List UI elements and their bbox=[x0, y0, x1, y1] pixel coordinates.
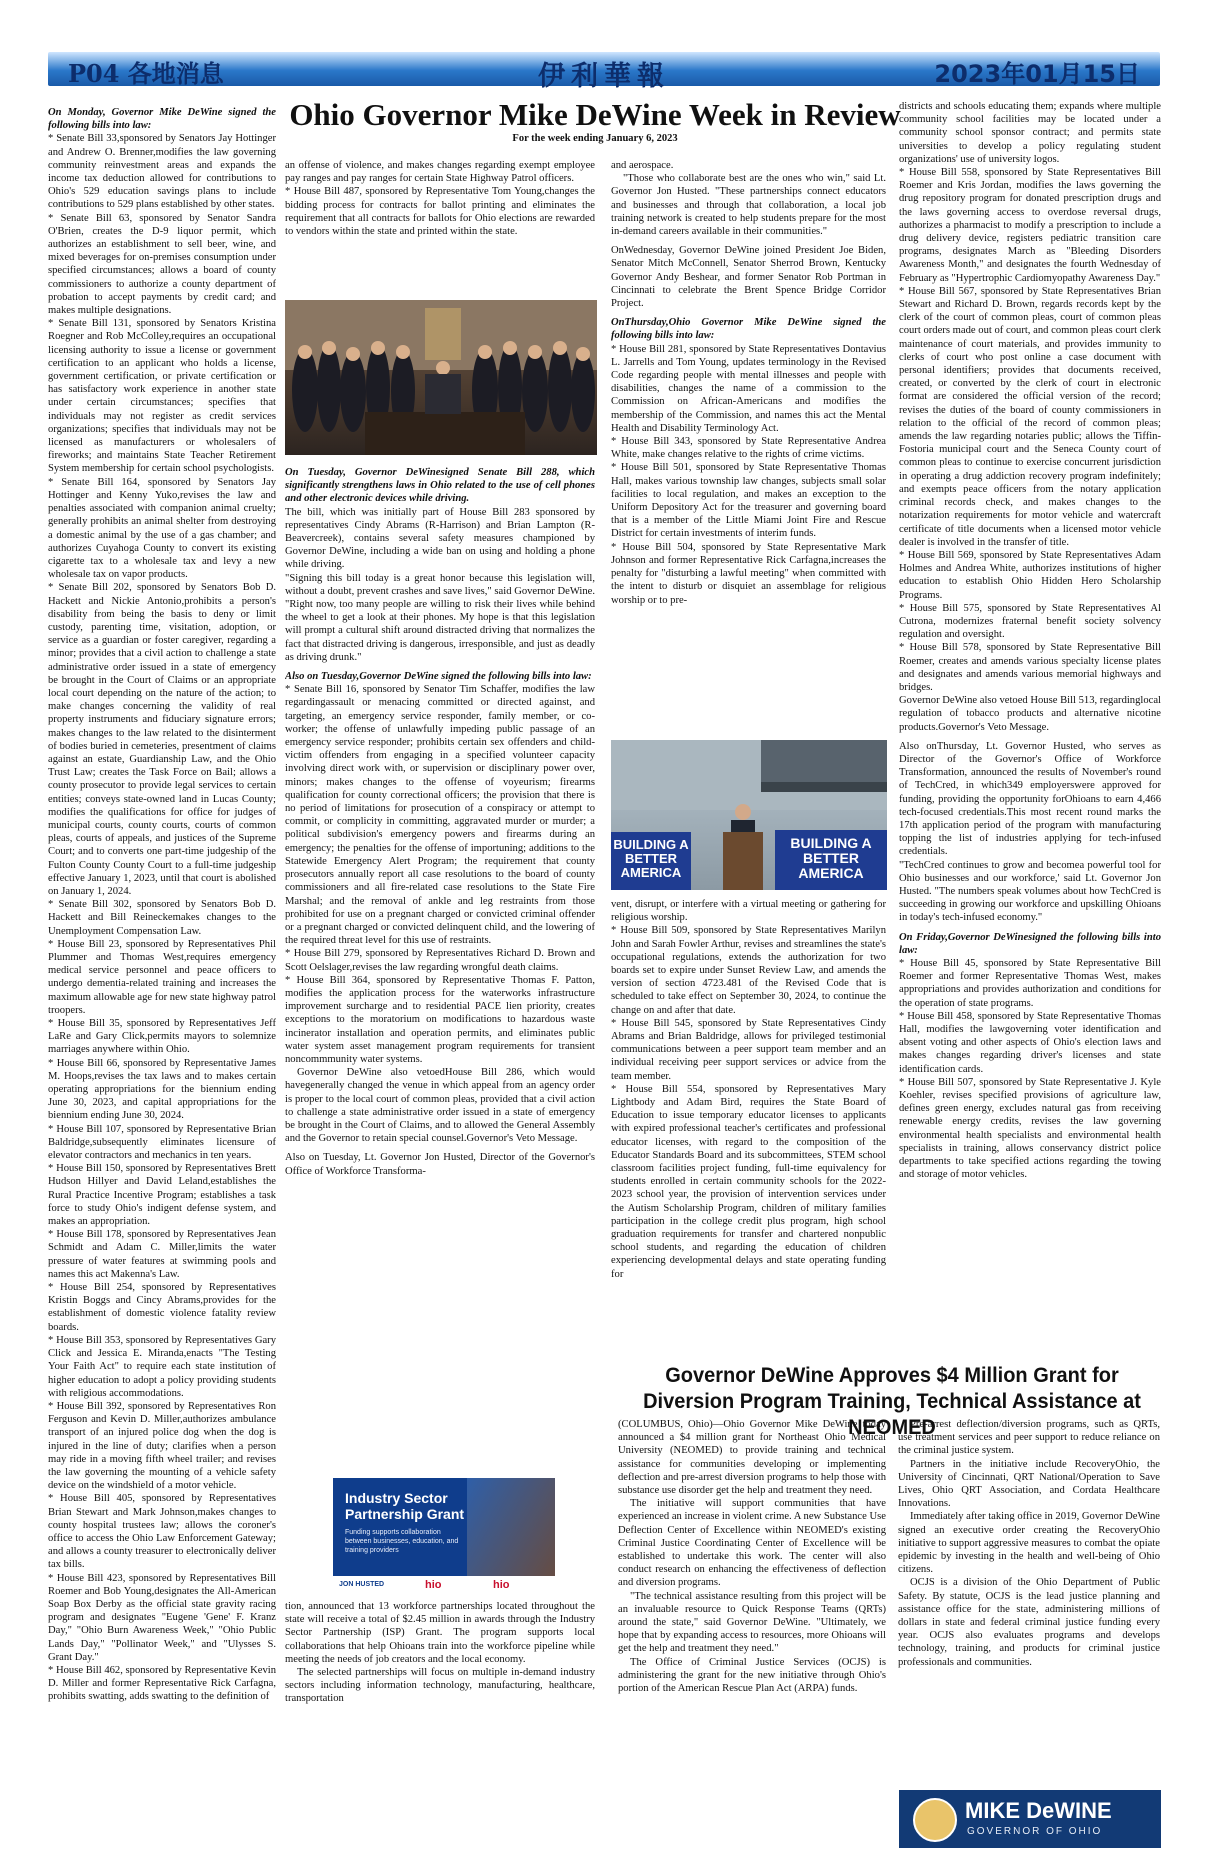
campaign-sign-left: BUILDING A BETTER AMERICA bbox=[611, 832, 691, 890]
grant-column-2 bbox=[898, 1418, 1160, 1788]
paragraph: districts and schools educating them; expands where multiple community school facilities may be located under a community school sponsor contract; and permits state universities to develop a policy regulating student organizations' use of university logos. bbox=[899, 101, 1161, 165]
paragraph: On Monday, Governor Mike DeWine signed the following bills into law: bbox=[48, 107, 276, 132]
paragraph: * House Bill 575, sponsored by State Representatives Al Cutrona, modernizes fraternal benefit society solvency regulation and oversight. bbox=[899, 602, 1161, 641]
paragraph: "TechCred continues to grow and becomea powerful tool for Ohio businesses and our workforce,' said Lt. Governor Jon Husted. "The numbers speak volumes about how TechCred is succeeding in growing our workforce and upskilling Ohioans in today's tech-infused economy." bbox=[899, 859, 1161, 924]
grant-card-title: Industry Sector Partnership Grant bbox=[345, 1490, 465, 1522]
paragraph: * House Bill 487, sponsored by Representative Tom Young,changes the bidding process for contracts for ballot printing and eliminates the requirement that all contracts for ballots for Ohio elections are rewarded to vendors within the state and printed within the state. bbox=[285, 186, 595, 238]
grant-column-1 bbox=[618, 1418, 886, 1850]
newspaper-name: 伊利華報 bbox=[538, 61, 670, 92]
paragraph: Also onThursday, Lt. Governor Husted, who serves as Director of the Governor's Office of Workforce Transformation, announced the results of November's round of TechCred, in which349 employerswere approved for funding, providing the opportunity forOhioans to earn 4,466 tech-focused credentials.This most recent round marks the 17th application period of the program with manufacturing topping the list of industries applying for tech-infused credentials. bbox=[899, 740, 1161, 858]
paragraph: On Tuesday, Governor DeWinesigned Senate Bill 288, which significantly strengthens laws in Ohio related to the use of cell phones and other electronic devices while driving. bbox=[285, 467, 595, 505]
bill-signing-photo bbox=[285, 300, 597, 455]
grant-article-title: Governor DeWine Approves $4 Million Grant for Diversion Program Training, Technical Assistance at NEOMED bbox=[643, 1363, 1141, 1439]
grant-card-text: Funding supports collaboration between businesses, education, and training providers bbox=[345, 1529, 459, 1554]
paragraph: tion, announced that 13 workforce partnerships located throughout the state will receive a total of $2.45 million in awards through the Industry Sector Partnership (ISP) Grant. The program supports local collaborations that help Ohioans train into the workforce pipeline while meeting the needs of job creators and the local economy. bbox=[285, 1601, 595, 1665]
campaign-sign-right: BUILDING A BETTER AMERICA bbox=[775, 830, 887, 890]
paragraph: an offense of violence, and makes changes regarding exempt employee pay ranges and pay ranges for certain State Highway Patrol officers. bbox=[285, 160, 595, 185]
paragraph: "Those who collaborate best are the ones who win," said Lt. Governor Jon Husted. "These partnerships connect educators and businesses and through that collaboration, a local job training network is created to help students prepare for the most in-demand careers available in their communities." bbox=[611, 173, 886, 238]
paragraph: * Senate Bill 33,sponsored by Senators Jay Hottinger and Andrew O. Brenner,modifies the law governing community reinvestment areas and expands the income tax deduction allowed for contributions to Ohio's 529 education savings plans to include contributions to 529 plans established by other states. bbox=[48, 133, 276, 211]
paragraph: On Friday,Governor DeWinesigned the following bills into law: bbox=[899, 931, 1161, 956]
paragraph: * House Bill 501, sponsored by State Representative Thomas Hall, makes various township law changes, subjects small solar facilities to local regulation, and makes an exception to the Uniform Depository Act for the treasurer and governing board that is a member of the Little Miami Joint Fire and Rescue District for certain investments of interim funds. bbox=[611, 462, 886, 540]
paragraph: * House Bill 462, sponsored by Representative Kevin D. Miller and former Representative Rick Carfagna, prohibits swatting, adds swatting to the definition of bbox=[48, 1664, 276, 1703]
paragraph: * House Bill 35, sponsored by Representatives Jeff LaRe and Gary Click,permits mayors to solemnize marriages anywhere within Ohio. bbox=[48, 1018, 276, 1056]
paragraph: (COLUMBUS, Ohio)—Ohio Governor Mike DeWine today announced a $4 million grant for Northeast Ohio Medical University (NEOMED) to provide training and technical assistance for communities developing or implementing deflection and pre-arrest diversion programs to help those with substance use disorder get the help and treatment they need. bbox=[618, 1419, 886, 1497]
industry-sector-grant-image bbox=[333, 1478, 555, 1596]
paragraph: * House Bill 392, sponsored by Representatives Ron Ferguson and Kevin D. Miller,authorizes ambulance transport of an injured police dog when the dog is injured in the line of duty; clarifies when a person may ride in a moving fifth wheel trailer; and revises the law governing the mounting of a vehicle safety device on the windshield of a motor vehicle. bbox=[48, 1400, 276, 1492]
paragraph: Partners in the initiative include RecoveryOhio, the University of Cincinnati, QRT National/Operation to Save Lives, Ohio QRT Association, and Cordata Healthcare Innovations. bbox=[898, 1458, 1160, 1510]
group-photo-icon bbox=[285, 300, 597, 455]
paragraph: * House Bill 254, sponsored by Representatives Kristin Boggs and Cincy Abrams,provides for the establishment of domestic violence fatality review boards. bbox=[48, 1282, 276, 1333]
paragraph: OnWednesday, Governor DeWine joined President Joe Biden, Senator Mitch McConnell, Senator Sherrod Brown, Kentucky Governor Andy Beshear, and former Senator Rob Portman in Cincinnati to celebrate the Brent Spence Bridge Corridor Project. bbox=[611, 245, 886, 310]
main-column-2-middle bbox=[285, 460, 595, 1470]
paragraph: OnThursday,Ohio Governor Mike DeWine signed the following bills into law: bbox=[611, 317, 886, 342]
paragraph: * House Bill 458, sponsored by State Representative Thomas Hall, modifies the lawgoverning voter identification and absent voting and other aspects of Ohio's election laws and makes changes regarding driver's licenses and state identification cards. bbox=[899, 1010, 1161, 1075]
governor-logo bbox=[899, 1790, 1161, 1848]
article-title: Ohio Governor Mike DeWine Week in Review bbox=[289, 97, 901, 132]
paragraph: * House Bill 343, sponsored by State Representative Andrea White, make changes relative to the rights of crime victims. bbox=[611, 436, 886, 461]
paragraph: Governor DeWine also vetoed House Bill 513, regardinglocal regulation of tobacco products and alternative nicotine products.Governor's Veto Message. bbox=[899, 695, 1161, 733]
issue-date: 2023年01月15日 bbox=[934, 60, 1140, 88]
paragraph: * House Bill 279, sponsored by Representatives Richard D. Brown and Scott Oelslager,revises the law regarding wrongful death claims. bbox=[285, 948, 595, 973]
paragraph: and aerospace. bbox=[611, 160, 674, 171]
paragraph: OCJS is a division of the Ohio Department of Public Safety. By statute, OCJS is the lead justice planning and assistance office for the state, administering millions of dollars in state and federal criminal justice funding every year. OCJS also evaluates programs and develops technology, training, and products for criminal justice professionals and communities. bbox=[898, 1577, 1160, 1668]
main-column-4 bbox=[899, 100, 1161, 1355]
paragraph: The selected partnerships will focus on multiple in-demand industry sectors including information technology, manufacturing, healthcare, transportation bbox=[285, 1667, 595, 1705]
paragraph: * House Bill 364, sponsored by Representative Thomas F. Patton, modifies the application process for the waterworks infrastructure improvement surcharge and to residential PACE lien priority, creates exceptions to the moratorium on modifications to hazardous waste incinerator installation and operation permits, and eliminates public water system asset management program requirements for transient noncommmunity water systems. bbox=[285, 974, 595, 1065]
paragraph: * House Bill 423, sponsored by Representatives Bill Roemer and Bob Young,designates the All-American Soap Box Derby as the official state gravity racing program and designates "Eugene 'Gene' F. Kranz Day," "Ohio Burn Awareness Week," "Ohio Public Lands Day," "Pollinator Week," and "Ulysses S. Grant Day." bbox=[48, 1572, 276, 1663]
paragraph: * Senate Bill 164, sponsored by Senators Jay Hottinger and Kenny Yuko,revises the law and penalties associated with companion animal cruelty; generally prohibits an animal shelter from destroying a domestic animal by the use of a gas chamber; and authorizes Cuyahoga County to convert its existing cigarette tax to a wholesale tax and levy a new wholesale tax on vapor products. bbox=[48, 476, 276, 581]
paragraph: vent, disrupt, or interfere with a virtual meeting or gathering for religious worship. bbox=[611, 899, 886, 924]
bridge-event-photo bbox=[611, 740, 887, 890]
logo-title: GOVERNOR OF OHIO bbox=[967, 1826, 1103, 1837]
paragraph: * Senate Bill 63, sponsored by Senator Sandra O'Brien, creates the D-9 liquor permit, which authorizes an establishment to sell beer, wine, and mixed beverages for on-premises consumption under specified circumstances; allows a board of county commissioners to authorize a county department of probation to accept payments by credit card; and makes multiple designations. bbox=[48, 212, 276, 317]
paragraph: * House Bill 578, sponsored by State Representative Bill Roemer, creates and amends various specialty license plates and designates and amends various memorial highways and bridges. bbox=[899, 642, 1161, 693]
paragraph: * Senate Bill 131, sponsored by Senators Kristina Roegner and Rob McColley,requires an occupational licensing authority to issue a license or government certification to an applicant who holds a license, government certification, or private certification or has satisfactory work experience in another state under certain circumstances; specifies that individuals may not register as credit services organizations; specifies that individuals may not be licensed as manufacturers or wholesalers of fireworks; and maintains State Teacher Retirement System membership for certain school psychologists. bbox=[48, 318, 276, 475]
paragraph: Also on Tuesday,Governor DeWine signed the following bills into law: bbox=[285, 671, 592, 683]
paragraph: * Senate Bill 202, sponsored by Senators Bob D. Hackett and Nickie Antonio,prohibits a person's disability from being the basis to deny or limit custody, parenting time, visitation, adoption, or service as a guardian or foster caregiver, regarding a minor; provides that a civil action to challenge a state administrative order issued in a state of emergency be brought in the Court of Claims or an appropriate local court depending on the nature of the action; to make changes concerning the validity of real property instruments and fiduciary signature errors; makes changes to the law related to the disinterment of bodies buried in cemeteries, presentment of claims against an estate, Guardianship Law, and the Ohio Trust Law; creates the Task Force on Bail; allows a county prosecutor to provide legal services to certain entities; conveys state-owned land in Lucas County; modifies the qualifications for office for judges of municipal courts, county courts, courts of common pleas, courts of appeals, and justices of the Supreme Court; and to converts one part-time judgeship of the Fulton County County Court to a full-time judgeship effective January 1, 2023, until that court is abolished on January 1, 2024. bbox=[48, 582, 276, 897]
paragraph: * House Bill 405, sponsored by Representatives Brian Stewart and Mark Johnson,makes changes to county hospital trustees law; allows the coroner's office to access the Ohio Law Enforcement Gateway; and allows a county treasurer to electronically deliver tax bills. bbox=[48, 1493, 276, 1571]
paragraph: * House Bill 509, sponsored by State Representatives Marilyn John and Sarah Fowler Arthur, revises and streamlines the state's occupational regulations, extends the authorization for two boards set to expire under Sunset Review Law, and amends the version of section 4723.481 of the Revised Code that is scheduled to take effect on September 30, 2024, to continue the change on and after that date. bbox=[611, 925, 886, 1016]
header-banner bbox=[48, 52, 1160, 92]
main-column-1 bbox=[48, 100, 276, 1850]
paragraph: * House Bill 23, sponsored by Representatives Phil Plummer and Thomas West,requires emergency medical service personnel and peace officers to undergo dementia-related training and increases the maximum allowable age for new state highway patrol troopers. bbox=[48, 938, 276, 1016]
paragraph: The bill, which was initially part of House Bill 283 sponsored by representatives Cindy Abrams (R-Harrison) and Brian Lampton (R-Beavercreek), contains several safety measures championed by Governor DeWine, including a wide ban on using and holding a phone while driving. bbox=[285, 506, 595, 571]
paragraph: Governor DeWine also vetoedHouse Bill 286, which would havegenerally changed the venue in which appeal from an agency order is proper to the local court of common pleas, provided that a civil action to challenge a state administrative order issued in a state of emergency be brought in the Court of Claims, and to allowed the General Assembly and the Governor to retain special counsel.Governor's Veto Message. bbox=[285, 1067, 595, 1145]
paragraph: * House Bill 554, sponsored by Representatives Mary Lightbody and Adam Bird, requires the State Board of Education to issue temporary educator licenses to applicants with expired professional teacher's certificates and professional educator licenses, with regard to the composition of the Educator Standards Board and its subcommittees, STEM school classroom facilities project funding, full-time equivalency for students enrolled in certain community schools for the 2022-2023 school year, the provision of intervention services under the Autism Scholarship Program, children of military families participation in the college credit plus program, high school graduation requirements for transfer and chartered nonpublic school students, and regarding the education of children experiencing developmental delays and state operating funding for bbox=[611, 1083, 886, 1280]
article-subtitle: For the week ending January 6, 2023 bbox=[512, 133, 678, 144]
main-column-2-bottom bbox=[285, 1600, 595, 1850]
paragraph: * House Bill 150, sponsored by Representatives Brett Hudson Hillyer and David Leland,establishes the Rural Practice Incentive Program; establishes a task force to study Ohio's indigent defense system, and makes an appropriation. bbox=[48, 1163, 276, 1228]
logo-name: MIKE DeWINE bbox=[965, 1798, 1112, 1823]
paragraph: Also on Tuesday, Lt. Governor Jon Husted, Director of the Governor's Office of Workforce Transforma- bbox=[285, 1152, 595, 1177]
paragraph: * House Bill 66, sponsored by Representative James M. Hoops,revises the tax laws and to makes certain operating appropriations for the biennium ending June 30, 2023, and capital appropriations for the biennium ending June 30, 2024. bbox=[48, 1057, 276, 1122]
paragraph: * House Bill 507, sponsored by State Representative J. Kyle Koehler, revises specified provisions of agriculture law, defines green energy, excludes natural gas from receiving renewable energy credits, revises the law governing environmental health specialists and environmental health specialists in training, allows conservancy district police departments to take specified actions regarding the towing and storage of motor vehicles. bbox=[899, 1076, 1161, 1181]
ohio-seal-icon bbox=[913, 1798, 957, 1842]
paragraph: * House Bill 545, sponsored by State Representatives Cindy Abrams and Brian Baldridge, allows for privileged testimonial communications between a peer support team member and an individual receiving peer support services or advice from the team member. bbox=[611, 1017, 886, 1082]
page-label: P04 各地消息 bbox=[68, 59, 224, 88]
main-column-3-top bbox=[611, 159, 886, 731]
main-column-3-bottom bbox=[611, 898, 886, 1353]
paragraph: "The technical assistance resulting from this project will be an invaluable resource to Quick Response Teams (QRTs) around the state," said Governor DeWine. "Ultimately, we hope that by expanding access to resources, more Ohioans will get the help and treatment they need." bbox=[618, 1590, 886, 1655]
paragraph: * House Bill 569, sponsored by State Representatives Adam Holmes and Andrea White, authorizes institutions of higher education to establish Ohio Hidden Hero Scholarship Programs. bbox=[899, 549, 1161, 601]
paragraph: * House Bill 45, sponsored by State Representative Bill Roemer and former Representative Thomas West, makes appropriations and provides authorization and conditions for the operation of state programs. bbox=[899, 958, 1161, 1009]
main-column-2-top bbox=[285, 159, 595, 299]
paragraph: The Office of Criminal Justice Services (OCJS) is administering the grant for the new initiative through Ohio's portion of the American Rescue Plan Act (ARPA) funds. bbox=[618, 1656, 886, 1695]
paragraph: * Senate Bill 16, sponsored by Senator Tim Schaffer, modifies the law regardingassault or menacing committed or directed against, and targeting, an emergency service responder, family member, or co-worker; the offense of unlawfully impeding public passage of an emergency service responder; prohibits certain sex offenders and child-victim offenders from engaging in a specified volunteer capacity involving direct work with, or supervision or disciplinary power over, minors; makes changes to the offense of voyeurism; firearms qualification for county correctional officers; the provision that there is no period of limitations for prosecution of a conspiracy or attempt to commit, or complicity in committing, aggravated murder or murder; a political subdivision's emergency powers and firearms during an emergency; the penalties for the offense of importuning; additions to the Statewide Emergency Alert Program; the requirement that county prosecutors annually report all case resolutions to the board of county commissioners and all fire-related case resolutions to the State Fire Marshal; and the removal of ankle and leg restraints from those prohibited for use on a pregnant charged or convicted criminal offender or a pregnant charged or convicted delinquent child, and the lowering of the required threat level for this use of restraints. bbox=[285, 684, 595, 947]
paragraph: Immediately after taking office in 2019, Governor DeWine signed an executive order creating the RecoveryOhio initiative to support aggressive measures to combat the opiate epidemic by investing in the health and well-being of Ohio citizens. bbox=[898, 1511, 1160, 1576]
paragraph: The initiative will support communities that have experienced an increase in violent crime. A new Substance Use Deflection Center of Excellence within NEOMED's existing Criminal Justice Coordinating Center of Excellence will be established to undertake this work. The center will also conduct research on enhancing the effectiveness of deflection and diversion programs. bbox=[618, 1498, 886, 1589]
paragraph: Pre-arrest deflection/diversion programs, such as QRTs, use treatment services and peer support to reduce reliance on the criminal justice system. bbox=[898, 1419, 1160, 1457]
paragraph: * House Bill 353, sponsored by Representatives Gary Click and Jessica E. Miranda,enacts "The Testing Your Faith Act" to require each state institution of higher education to adopt a policy providing students with religious accommodations. bbox=[48, 1334, 276, 1399]
paragraph: * House Bill 178, sponsored by Representatives Jean Schmidt and Adam C. Miller,limits the water pressure of water features at swimming pools and names this act Makenna's Law. bbox=[48, 1229, 276, 1280]
paragraph: * House Bill 504, sponsored by State Representative Mark Johnson and former Representative Rick Carfagna,increases the penalty for "disturbing a lawful meeting" when committed with the intent to disturb or disquiet an assemblage for religious worship or to pre- bbox=[611, 541, 886, 606]
paragraph: * House Bill 281, sponsored by State Representatives Dontavius L. Jarrells and Tom Young, updates terminology in the Revised Code regarding people with mental illnesses and people with disabilities, changes the name of a commission to the Commission on African-Americans and modifies the membership of the Commission, and names this act the Mental Health and Disability Terminology Act. bbox=[611, 343, 886, 434]
paragraph: * House Bill 558, sponsored by State Representatives Bill Roemer and Kris Jordan, modifies the laws governing the drug repository program for donated prescription drugs and the laws governing access to overdose reversal drugs, authorizes a pharmacist to modify a prescription to include a drug delivery device, registers pediatric transition care programs, designates March as "Bleeding Disorders Awareness Month," and designates the fourth Wednesday of February as "Hypertrophic Cardiomyopathy Awareness Day." bbox=[899, 167, 1161, 284]
paragraph: * Senate Bill 302, sponsored by Senators Bob D. Hackett and Bill Reineckemakes changes to the Unemployment Compensation Law. bbox=[48, 899, 276, 937]
paragraph: * House Bill 107, sponsored by Representative Brian Baldridge,subsequently eliminates licensure of elevator contractors and mechanics in ten years. bbox=[48, 1123, 276, 1162]
grant-card-footer: JON HUSTED hio hio bbox=[333, 1576, 555, 1596]
paragraph: * House Bill 567, sponsored by State Representatives Brian Stewart and Richard D. Brown, regards records kept by the clerk of the court of common pleas, court of common pleas court orders made out of court, and common pleas court clerk maintenance of court materials, and provides immunity to clerks of court who post online a case document with personal identifiers; provides that documents received, created, or converted by the clerk of court in electronic format are considered the official version of the record; revises the duties of the board of county commissioners in relation to the official of the record of common pleas; amends the law regarding notaries public; allows the Tiffin-Fostoria municipal court and the Seneca County court of common pleas to continue to exercise concurrent jurisdiction in operating a drug addiction recovery program indefinitely; and exempts peace officers from the notary application criminal records check, and makes changes to the notarization requirements for motor vehicle and watercraft certificate of title documents when a licensed motor vehicle dealer is involved in the transfer of title. bbox=[899, 285, 1161, 548]
paragraph: "Signing this bill today is a great honor because this legislation will, without a doubt, prevent crashes and save lives," said Governor DeWine. "Right now, too many people are willing to risk their lives while behind the wheel to get a look at their phones. My hope is that this legislation will prompt a cultural shift around distracted driving that normalizes the fact that distracted driving is dangerous, irresponsible, and just as deadly as driving drunk." bbox=[285, 572, 595, 663]
